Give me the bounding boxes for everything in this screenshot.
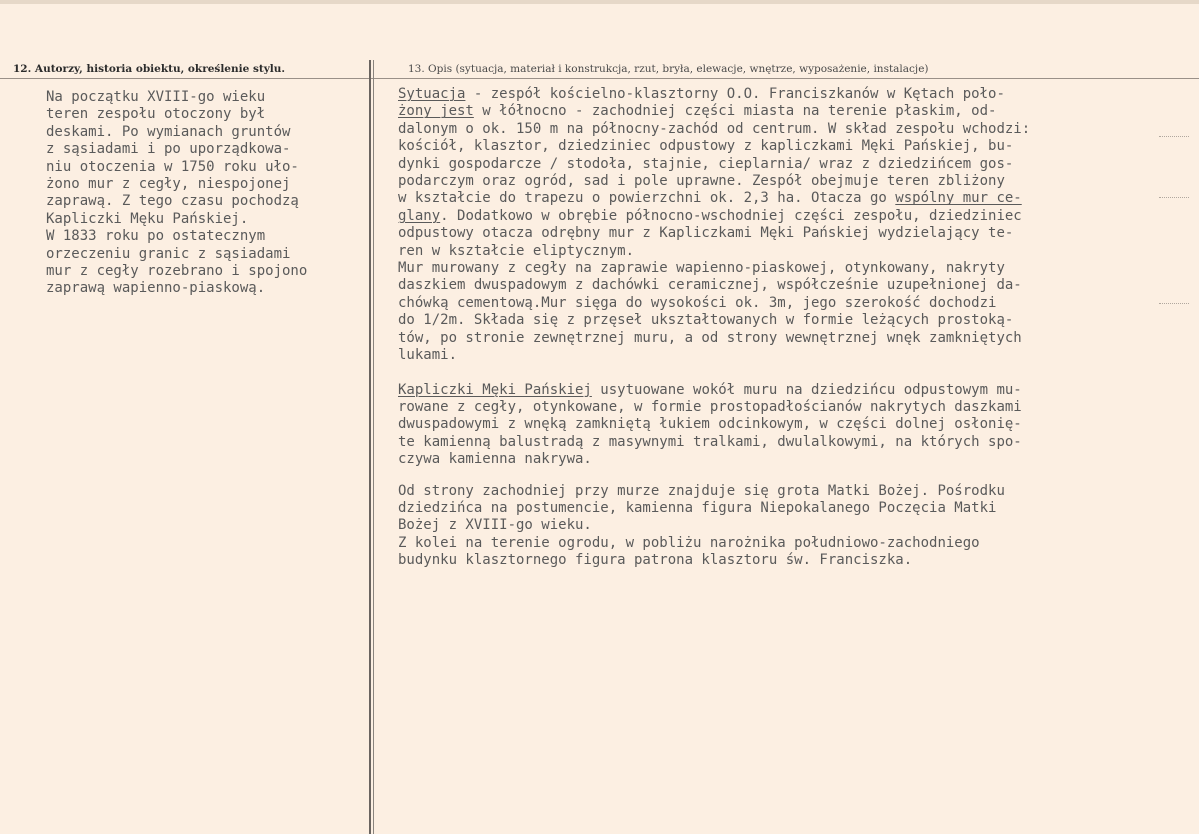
text-line: Kapliczki Męki Pańskiej usytuowane wokół muru na dziedzińcu odpustowym mu-	[398, 381, 1022, 398]
text-line: rowane z cegły, otynkowane, w formie prostopadłościanów nakrytych daszkami	[398, 398, 1022, 415]
term-sytuacja: Sytuacja	[398, 86, 466, 102]
text-line: lukami.	[398, 347, 458, 364]
text-line: w kształcie do trapezu o powierzchni ok. 2,3 ha. Otacza go wspólny mur ce-	[398, 190, 1022, 207]
history-text	[46, 89, 307, 298]
text-line: żono mur z cegły, niespojonej	[46, 176, 291, 193]
margin-tick	[1159, 136, 1189, 138]
text-line: Od strony zachodniej przy murze znajduje się grota Matki Bożej. Pośrodku	[398, 482, 1005, 499]
term-wall: wspólny mur ce-	[895, 190, 1022, 207]
text-line: dwuspadowymi z wnęką zamkniętą łukiem odcinkowym, w części dolnej osłonię-	[398, 416, 1022, 433]
text-line: dynki gospodarcze / stodoła, stajnie, cieplarnia/ wraz z dziedzińcem gos-	[398, 155, 1014, 172]
text-line: glany. Dodatkowo w obrębie północno-wschodniej części zespołu, dziedziniec	[398, 207, 1022, 224]
text-line: kościół, klasztor, dziedziniec odpustowy z kapliczkami Męki Pańskiej, bu-	[398, 138, 1014, 155]
section-12-header: 12. Autorzy, historia obiektu, określenie stylu.	[13, 63, 286, 75]
text-line: deskami. Po wymianach gruntów	[46, 123, 291, 140]
text-line: zaprawą wapienno-piaskową.	[46, 280, 266, 297]
section-13-header: 13. Opis (sytuacja, materiał i konstrukcja, rzut, bryła, elewacje, wnętrze, wyposażenie, instalacje)	[408, 63, 929, 75]
text-line: żony jest w łółnocno - zachodniej części miasta na terenie płaskim, od-	[398, 103, 997, 120]
text-line: budynku klasztornego figura patrona klasztoru św. Franciszka.	[398, 552, 913, 569]
text-line: Na początku XVIII-go wieku	[46, 89, 266, 105]
text-line: W 1833 roku po ostatecznym	[46, 228, 266, 245]
text-line: te kamienną balustradą z masywnymi tralkami, dwulalkowymi, na których spo-	[398, 433, 1022, 450]
column-divider	[369, 60, 371, 834]
description-text	[398, 86, 1030, 570]
text-line: niu otoczenia w 1750 roku uło-	[46, 158, 299, 175]
text-line: Z kolei na terenie ogrodu, w pobliżu narożnika południowo-zachodniego	[398, 534, 980, 551]
column-divider-inner	[373, 60, 374, 834]
term-kapliczki: Kapliczki Męki Pańskiej	[398, 381, 592, 398]
text-line: czywa kamienna nakrywa.	[398, 451, 592, 468]
text-line: teren zespołu otoczony był	[46, 106, 266, 123]
text-line: Bożej z XVIII-go wieku.	[398, 517, 592, 534]
text-line: do 1/2m. Składa się z przęseł ukształtowanych w formie leżących prostoką-	[398, 312, 1014, 329]
text-line: zaprawą. Z tego czasu pochodzą	[46, 193, 299, 210]
text-line: Mur murowany z cegły na zaprawie wapienno-piaskowej, otynkowany, nakryty	[398, 260, 1005, 277]
margin-tick	[1159, 303, 1189, 305]
text-line: daszkiem dwuspadowym z dachówki ceramicznej, współcześnie uzupełnionej da-	[398, 277, 1022, 294]
text-line: odpustowy otacza odrębny mur z Kapliczkami Męki Pańskiej wydzielający te-	[398, 225, 1014, 242]
text-line: podarczym oraz ogród, sad i pole uprawne. Zespół obejmuje teren zbliżony	[398, 173, 1005, 190]
text-line: mur z cegły rozebrano i spojono	[46, 263, 308, 280]
text-line: dalonym o ok. 150 m na północny-zachód od centrum. W skład zespołu wchodzi:	[398, 120, 1031, 137]
text-line: Sytuacja - zespół kościelno-klasztorny O.O. Franciszkanów w Kętach poło-	[398, 86, 1005, 102]
text-line: Kapliczki Męku Pańskiej.	[46, 210, 249, 227]
header-rule	[0, 78, 1199, 79]
text-line: z sąsiadami i po uporządkowa-	[46, 141, 291, 158]
text-line: ren w kształcie eliptycznym.	[398, 242, 635, 259]
text-line: orzeczeniu granic z sąsiadami	[46, 245, 291, 262]
margin-tick	[1159, 197, 1189, 199]
text-line: tów, po stronie zewnętrznej muru, a od strony wewnętrznej wnęk zamkniętych	[398, 329, 1022, 346]
text-line: dziedzińca na postumencie, kamienna figura Niepokalanego Poczęcia Matki	[398, 499, 997, 516]
text-line: chówką cementową.Mur sięga do wysokości ok. 3m, jego szerokość dochodzi	[398, 294, 997, 311]
page-top-edge	[0, 0, 1199, 4]
